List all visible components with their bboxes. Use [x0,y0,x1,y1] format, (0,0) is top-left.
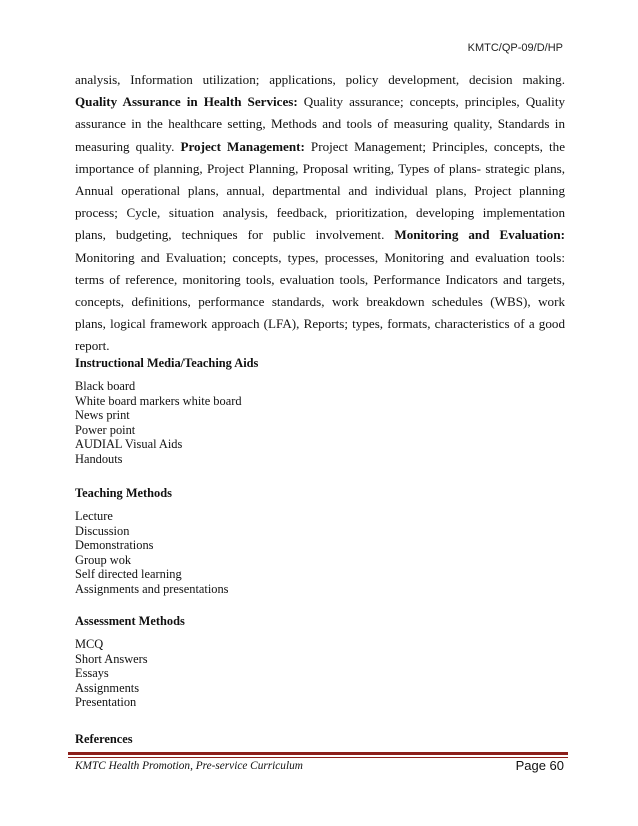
list-item: Self directed learning [75,567,182,581]
list-item: Short Answers [75,651,148,666]
footer-divider [68,757,568,758]
section-teaching-methods [75,486,565,596]
teaching-methods-list [75,509,565,596]
paragraph-text: Quality assurance; concepts, principles, Quality assurance in the healthcare setting, Methods and tools of measuring quality, Standards in measuring quality. [75,94,565,154]
section-heading: Instructional Media/Teaching Aids [75,356,259,370]
list-item: Essays [75,666,109,680]
list-item: AUDIAL Visual Aids [75,437,183,451]
topic-heading-monitoring-evaluation: Monitoring and Evaluation: [394,227,565,243]
paragraph-text: Project Management; Principles, concepts, the importance of planning, Project Planning, Proposal writing, Types of plans- strategic plans, Annual operational plans, annual, departmental and individual plans, Project planning process; Cycle, situation analysis, feedback, prioritization, developing implementation plans, budgeting, techniques for public involvement. [75,138,566,243]
document-code: KMTC/QP-09/D/HP [467,42,563,54]
section-heading: References [75,732,133,746]
list-item: Assignments and presentations [75,581,229,596]
list-item: Group wok [75,552,132,567]
section-heading: Teaching Methods [75,486,172,500]
footer-curriculum-title: KMTC Health Promotion, Pre-service Curriculum [75,760,303,772]
list-item: News print [75,408,130,422]
section-media [75,356,565,466]
list-item: Demonstrations [75,538,154,552]
footer-divider [68,752,568,755]
list-item: Handouts [75,451,123,466]
topic-heading-quality-assurance: Quality Assurance in Health Services: [75,94,298,110]
course-content-paragraph [75,69,565,358]
list-item: White board markers white board [75,393,242,408]
topic-heading-project-management: Project Management: [180,138,305,154]
section-heading: Assessment Methods [75,614,185,628]
list-item: Discussion [75,523,130,538]
list-item: Assignments [75,680,140,695]
page-number: Page 60 [515,758,564,773]
list-item: Power point [75,422,136,437]
list-item: MCQ [75,637,104,651]
assessment-methods-list [75,637,565,710]
paragraph-text: Monitoring and Evaluation; concepts, types, processes, Monitoring and evaluation tools: terms of reference, monitoring tools, evaluation tools, Performance Indicators and targets, concepts, definitions, performance standards, work breakdown schedules (WBS), work plans, logical framework approach (LFA), Reports; types, formats, characteristics of a good report. [75,249,565,354]
list-item: Lecture [75,509,113,523]
section-assessment-methods [75,614,565,710]
list-item: Black board [75,379,136,393]
paragraph-text: analysis, Information utilization; applications, policy development, decision making. [75,72,565,87]
media-list [75,379,565,466]
list-item: Presentation [75,695,137,709]
